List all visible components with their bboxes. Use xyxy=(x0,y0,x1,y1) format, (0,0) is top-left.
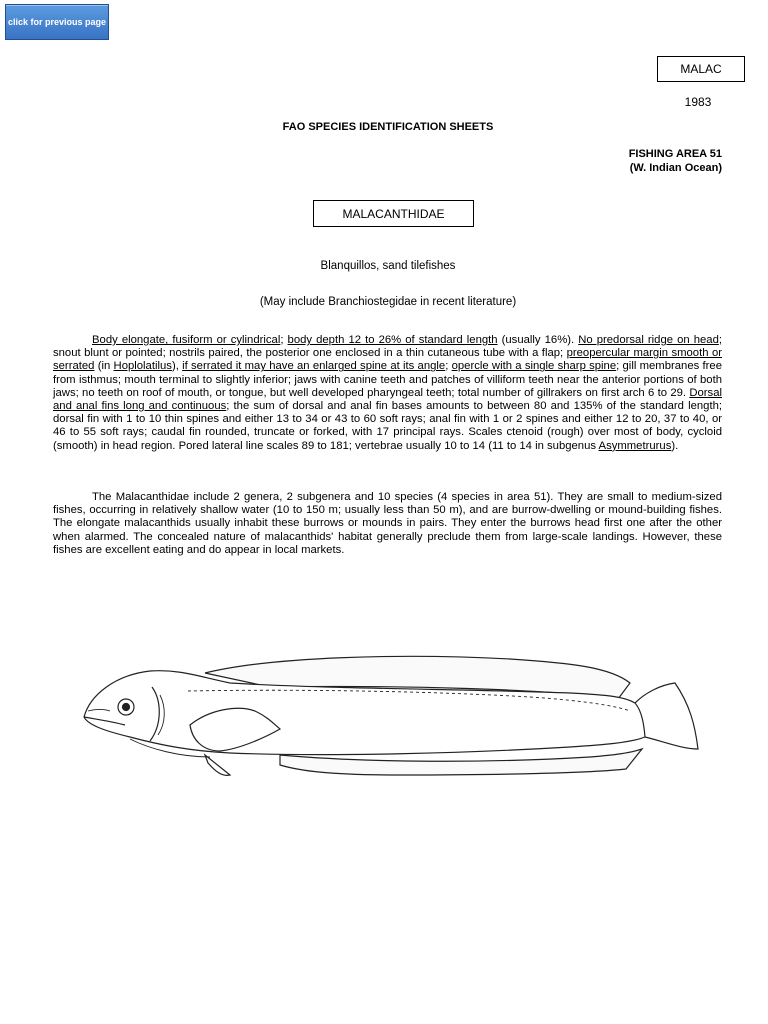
diagnostic-feature: Dorsal and anal fins long and continuous xyxy=(53,386,722,413)
diagnostic-feature: opercle with a single sharp spine xyxy=(451,360,617,373)
previous-page-button[interactable]: click for previous page xyxy=(5,4,109,40)
text-run: (usually 16%). xyxy=(497,334,579,346)
diagnostic-feature: preopercular margin smooth or serrated xyxy=(53,347,722,373)
sheet-code-box: MALAC xyxy=(657,56,745,82)
diagnostic-feature: if serrated it may have an enlarged spine at its angle xyxy=(182,360,446,373)
fishing-area-number: FISHING AREA 51 xyxy=(628,148,722,160)
diagnostic-feature: body depth 12 to 26% of standard length xyxy=(287,334,498,346)
text-run: ; xyxy=(280,334,288,346)
text-run: ), xyxy=(171,360,183,373)
text-run: ; xyxy=(445,360,452,373)
text-run: ; gill membranes free from isthmus; mouth terminal to slightly inferior; jaws with canine teeth and patches of villiform teeth near the anterior portions of both jaws; no teeth on roof of mouth, or tongue, but well developed pharyngeal teeth; total number of gillrakers on first arch 6 to 29. xyxy=(53,360,722,399)
text-run: ; snout blunt or pointed; nostrils paired, the posterior one enclosed in a thin cutaneous tube with a flap; xyxy=(53,334,722,360)
diagnostic-features-paragraph xyxy=(53,334,722,453)
series-title: FAO SPECIES IDENTIFICATION SHEETS xyxy=(282,121,494,133)
literature-note: (May include Branchiostegidae in recent literature) xyxy=(259,296,517,308)
genus-name: Hoplolatilus xyxy=(113,360,172,373)
fishing-area-region: (W. Indian Ocean) xyxy=(629,162,722,174)
diagnostic-feature: No predorsal ridge on head xyxy=(578,334,719,346)
malacanthid-fish-drawing-icon xyxy=(70,645,715,795)
publication-year: 1983 xyxy=(684,95,712,109)
fishing-area xyxy=(629,147,722,175)
family-name-box: MALACANTHIDAE xyxy=(313,200,474,227)
text-run: (in xyxy=(94,360,114,373)
diagnostic-feature: Body elongate, fusiform or cylindrical xyxy=(92,334,281,346)
description-paragraph: The Malacanthidae include 2 genera, 2 subgenera and 10 species (4 species in area 51). They are small to medium-sized fishes, occurring in relatively shallow water (10 to 150 m; usually less than 50 m), and are burrow-dwelling or mound-building fishes. The elongate malacanthids usually inhabit these burrows or mounds in pairs. They enter the burrows head first one after the other when alarmed. The concealed nature of malacanthids' habitat generally preclude them from large-scale landings. However, these fishes are excellent eating and do appear in local markets. xyxy=(53,491,722,556)
text-run: ). xyxy=(671,439,679,452)
text-run: ; the sum of dorsal and anal fin bases amounts to between 80 and 135% of the standard length; dorsal fin with 1 to 10 thin spines and either 13 to 34 or 43 to 60 soft rays; anal fin with 1 or 2 spines and either 12 to 20, 37 to 40, or 46 to 55 soft rays; caudal fin rounded, truncate or forked, with 17 principal rays. Scales ctenoid (rough) over most of body, cycloid (smooth) in head region. Pored lateral line scales 89 to 181; vertebrae usually 10 to 14 (11 to 14 in subgenus xyxy=(53,400,723,452)
subgenus-name: Asymmetrurus xyxy=(598,439,672,452)
common-names: Blanquillos, sand tilefishes xyxy=(320,260,456,272)
pelvic-fin xyxy=(205,755,230,775)
